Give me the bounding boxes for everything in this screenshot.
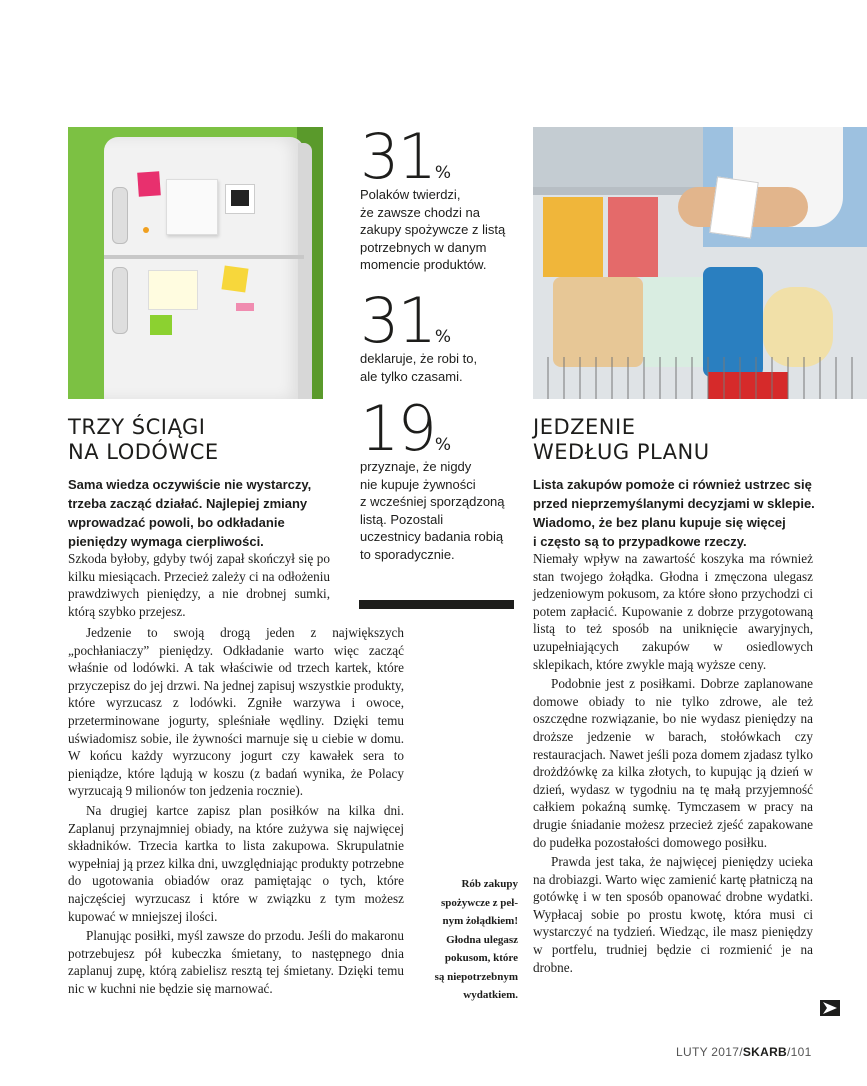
- stat-text-line: uczestnicy badania robią: [360, 529, 504, 544]
- paragraph: Podobnie jest z posiłkami. Dobrze zaplanowane domowe obiady to nie tylko zdrowe, ale też oszczędne rozwiązanie, bo nie wydasz pieniędzy na droższe jedzenie w barach, stołówkach czy restauracjach. Nawet jeśli poza domem zjadasz tylko drożdżówkę za kilka złotych, to kupując ją dzień w dzień, wydasz w tygodniu na tę małą przyjemność całkiem pokaźną sumkę. Tymczasem w pracy na drugie śniadanie możesz przecież zjeść zapakowane do pudełka pozostałości domowego posiłku.: [533, 676, 813, 850]
- lead-line: Wiadomo, że bez planu kupuje się więcej: [533, 515, 786, 530]
- lead-line: przed nieprzemyślanymi decyzjami w sklepie.: [533, 496, 815, 511]
- side-note-line: nym żołądkiem!: [442, 915, 518, 927]
- heading-line: NA LODÓWCE: [68, 440, 219, 464]
- magazine-brand: SKARB: [742, 1045, 787, 1059]
- paragraph: Na drugiej kartce zapisz plan posiłków na kilka dni. Zaplanuj przynajmniej obiady, na które zużywa się najwięcej składników. Trzecia kartka to lista zakupowa. Skrupulatnie wypełniaj ją przez kilka dni, uwzględniając produkty potrzebne do ugotowania obiadów oraz pamiętając o tych, które najczęściej wyrzucasz i które w związku z tym możesz kupować w mniejszej ilości.: [68, 802, 404, 924]
- paragraph: Szkoda byłoby, gdyby twój zapał skończył się po kilku miesiącach. Przecież zależy ci na odłożeniu prawdziwych pieniędzy, a nie drobnej sumki, którą szybko przejesz.: [68, 551, 330, 619]
- stat-block-2: [360, 284, 520, 385]
- page-number: 101: [790, 1045, 812, 1059]
- stat-text-line: Polaków twierdzi,: [360, 187, 461, 202]
- lead-line: pieniędzy wymaga cierpliwości.: [68, 534, 264, 549]
- continue-arrow-icon: [820, 1000, 840, 1016]
- stat-text-line: to sporadycznie.: [360, 546, 455, 562]
- stat-text-line: że zawsze chodzi na: [360, 204, 480, 220]
- stat-text-line: potrzebnych w danym: [360, 239, 487, 255]
- heading-line: WEDŁUG PLANU: [533, 440, 710, 464]
- stat-text-line: nie kupuje żywności: [360, 476, 476, 492]
- stat-number: 31: [360, 284, 435, 357]
- right-article-heading: [533, 415, 833, 465]
- shopping-cart-photo: [533, 127, 867, 399]
- side-note-line: spożywcze z peł-: [441, 896, 518, 909]
- stat-percent: %: [434, 163, 452, 183]
- fridge-illustration: [68, 127, 323, 399]
- issue-date: LUTY 2017: [676, 1045, 740, 1059]
- stat-percent: %: [434, 435, 452, 455]
- stat-text-line: deklaruje, że robi to,: [360, 351, 478, 366]
- right-article-body: [533, 550, 813, 976]
- heading-line: JEDZENIE: [533, 415, 636, 439]
- paragraph: Jedzenie to swoją drogą jeden z największych „pochłaniaczy” pieniędzy. Odkładanie warto więc zacząć właśnie od lodówki. A tak właściwie od trzech kartek, które przyczepisz do jej drzwi. Na jednej zapisuj wszystkie produkty, które wyrzucasz z lodówki. Zgniłe warzywa i owoce, przeterminowane jogurty, spleśniałe wędliny. Dzięki temu uświadomisz sobie, ile żywności marnuje się u ciebie w domu. W końcu każdy wyrzucony jogurt czy kawałek sera to pieniądze, które lądują w koszu (z badań wynika, że Polacy wyrzucają 9 milionów ton jedzenia rocznie).: [68, 625, 404, 799]
- side-note: [418, 875, 518, 1005]
- paragraph: Prawda jest taka, że najwięcej pieniędzy ucieka na drobiazgi. Warto więc zamienić kartę płatniczą na gotówkę i w ten sposób opanować drobne wydatki. Wypłacaj sobie po prostu kwotę, która musi ci wystarczyć na tydzień. Wiedząc, ile masz pieniędzy w portfelu, trudniej będzie ci rozmienić je na drobne.: [533, 854, 813, 975]
- lead-line: trzeba zacząć działać. Najlepiej zmiany: [68, 496, 308, 511]
- page-footer: [676, 1045, 812, 1059]
- side-note-line: są niepotrzebnym: [434, 970, 518, 983]
- right-article-lead: [533, 475, 843, 551]
- lead-line: Lista zakupów pomoże ci również ustrzec się: [533, 477, 812, 492]
- stat-text-line: z wcześniej sporządzoną: [360, 494, 505, 509]
- divider-bar: [359, 600, 514, 609]
- stat-number: 31: [360, 120, 435, 193]
- footer-separator: /: [739, 1045, 743, 1059]
- left-article-heading: [68, 415, 328, 465]
- stat-text-line: ale tylko czasami.: [360, 368, 463, 384]
- lead-line: wprowadzać powoli, bo odkładanie: [68, 515, 285, 530]
- paragraph: Niemały wpływ na zawartość koszyka ma również stan twojego żołądka. Głodna i zmęczona ulegasz jedzeniowym pokusom, za które słono przychodzi ci potem zapłacić. Kupowanie z dobrze przygotowaną listą to też sposób na uniknięcie awaryjnych, uzupełniających zakupów w osiedlowych sklepikach, które zwykle mają wyższe ceny.: [533, 551, 813, 672]
- lead-line: i często są to przypadkowe rzeczy.: [533, 534, 747, 549]
- heading-line: TRZY ŚCIĄGI: [68, 415, 206, 439]
- lead-line: Sama wiedza oczywiście nie wystarczy,: [68, 477, 312, 492]
- stat-number: 19: [360, 392, 435, 465]
- stat-text-line: listą. Pozostali: [360, 511, 444, 527]
- left-article-body: [68, 624, 404, 997]
- side-note-line: Głodna ulegasz: [446, 933, 518, 946]
- stat-text-line: momencie produktów.: [360, 257, 487, 272]
- left-article-lead: [68, 475, 348, 551]
- side-note-line: wydatkiem.: [463, 989, 518, 1001]
- side-note-line: pokusom, które: [444, 952, 518, 964]
- side-note-line: Rób zakupy: [461, 878, 518, 890]
- stat-percent: %: [434, 327, 452, 347]
- stat-text-line: przyznaje, że nigdy: [360, 459, 472, 474]
- stat-text-line: zakupy spożywcze z listą: [360, 222, 506, 237]
- stat-block-1: [360, 120, 520, 274]
- stat-block-3: [360, 392, 520, 563]
- footer-separator: /: [787, 1045, 791, 1059]
- left-article-body-intro: [68, 550, 330, 620]
- paragraph: Planując posiłki, myśl zawsze do przodu. Jeśli do makaronu potrzebujesz pół kubeczka śmietany, to następnego dnia zaplanuj zupę, którą zabielisz resztą tej śmietany. Dzięki temu nic w kuchni nie będzie się marnować.: [68, 928, 404, 996]
